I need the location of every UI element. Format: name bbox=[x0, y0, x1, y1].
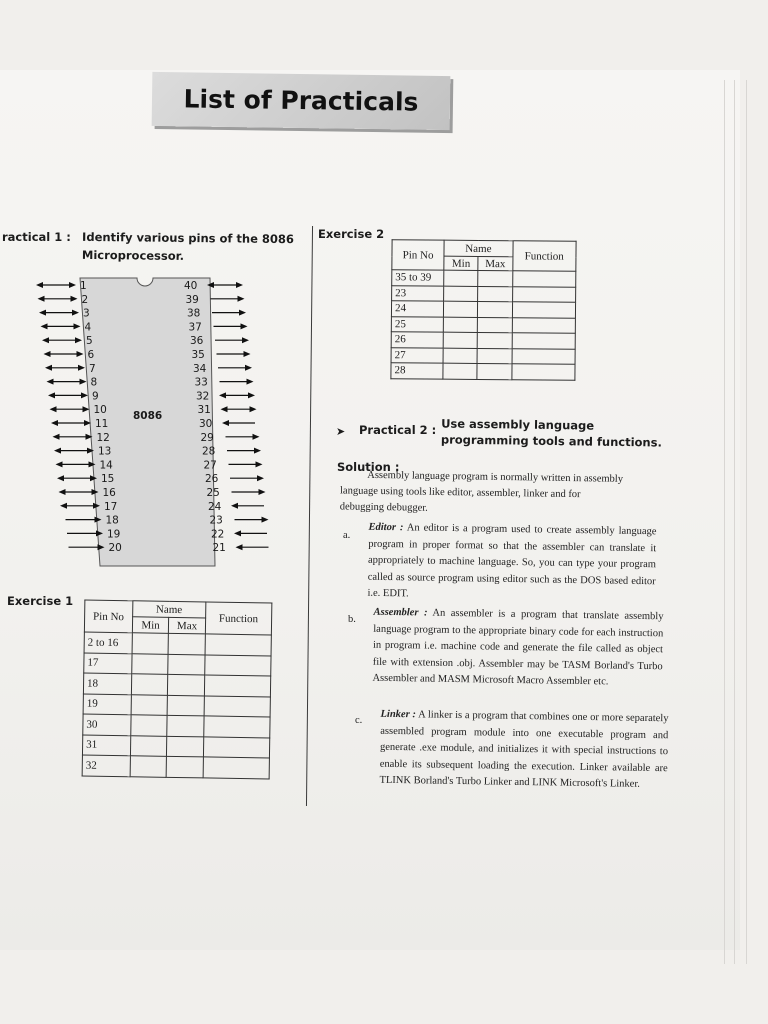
pin-no-cell: 35 to 39 bbox=[392, 270, 444, 286]
pin-number: 8 bbox=[90, 376, 98, 389]
empty-cell bbox=[512, 302, 576, 318]
arrow-head bbox=[44, 351, 51, 357]
pin-no-cell: 25 bbox=[391, 316, 443, 332]
pin-number: 35 bbox=[191, 349, 205, 361]
empty-cell bbox=[203, 757, 269, 779]
pin-number: 33 bbox=[194, 376, 208, 389]
table-row bbox=[84, 653, 271, 676]
empty-cell bbox=[477, 363, 511, 379]
pin-number: 7 bbox=[89, 362, 96, 375]
empty-cell bbox=[443, 332, 477, 348]
pin-number: 1 bbox=[80, 280, 87, 292]
pin-number: 39 bbox=[185, 293, 199, 306]
empty-cell bbox=[478, 301, 512, 317]
arrow-head bbox=[221, 406, 228, 412]
pin-number: 26 bbox=[205, 473, 219, 486]
pin-number: 29 bbox=[200, 431, 214, 444]
arrow-head bbox=[256, 461, 263, 467]
arrow-head bbox=[51, 420, 58, 426]
arrow-head bbox=[59, 489, 66, 495]
pin-number: 22 bbox=[211, 528, 225, 541]
pin-number: 38 bbox=[187, 307, 201, 320]
table-row bbox=[82, 735, 269, 758]
empty-cell bbox=[167, 736, 204, 757]
pin-number: 30 bbox=[199, 418, 213, 430]
arrow-head bbox=[247, 379, 254, 385]
arrow-head bbox=[81, 392, 88, 398]
empty-cell bbox=[168, 633, 205, 654]
empty-cell bbox=[511, 364, 575, 380]
empty-cell bbox=[131, 694, 168, 715]
empty-cell bbox=[131, 715, 168, 736]
empty-cell bbox=[478, 317, 512, 333]
header-pin-no: Pin No bbox=[84, 600, 132, 633]
table-row bbox=[83, 694, 270, 717]
pin-no-cell: 27 bbox=[391, 347, 443, 363]
arrow-head bbox=[72, 310, 79, 316]
empty-cell bbox=[443, 348, 477, 364]
arrow-head bbox=[77, 351, 84, 357]
empty-cell bbox=[477, 332, 511, 348]
pin-no-cell: 23 bbox=[392, 285, 444, 301]
arrow-head bbox=[36, 282, 43, 288]
empty-cell bbox=[167, 695, 204, 716]
arrow-head bbox=[244, 351, 251, 357]
item-term: Linker : bbox=[380, 708, 417, 721]
arrow-head bbox=[48, 392, 55, 398]
empty-cell bbox=[204, 716, 270, 738]
arrow-head bbox=[78, 365, 85, 371]
empty-cell bbox=[203, 736, 269, 758]
pin-number: 34 bbox=[193, 362, 207, 375]
table-row bbox=[391, 363, 575, 380]
arrow-head bbox=[47, 379, 54, 385]
empty-cell bbox=[444, 301, 478, 317]
pin-number: 31 bbox=[197, 404, 211, 417]
empty-cell bbox=[204, 675, 270, 697]
table-row bbox=[392, 270, 576, 287]
pin-number: 36 bbox=[190, 335, 204, 348]
practical1-label: ractical 1 : bbox=[2, 230, 71, 244]
chip-diagram bbox=[0, 0, 310, 590]
practical1-line1: Identify various pins of the 8086 bbox=[82, 229, 295, 247]
item-text: A linker is a program that combines one or more separately assembled program module into one executable program and generate .exe module, and initializes it with special instructions to enable its subsequent loading the execution. Linker available are TLINK Borland's Turbo Linker and LINK Microsoft's Linker. bbox=[379, 709, 669, 790]
empty-cell bbox=[443, 317, 477, 333]
pin-number: 11 bbox=[95, 418, 109, 430]
empty-cell bbox=[512, 317, 576, 333]
item-marker: c. bbox=[355, 715, 363, 726]
arrow-head bbox=[250, 406, 257, 412]
empty-cell bbox=[131, 674, 168, 695]
empty-cell bbox=[478, 270, 512, 286]
empty-cell bbox=[477, 348, 511, 364]
pin-number: 20 bbox=[108, 542, 122, 555]
table-row bbox=[84, 632, 271, 655]
empty-cell bbox=[444, 270, 478, 286]
header-max: Max bbox=[169, 617, 206, 634]
arrow-head bbox=[56, 461, 63, 467]
arrow-head bbox=[257, 475, 264, 481]
pin-no-cell: 26 bbox=[391, 332, 443, 348]
arrow-head bbox=[262, 517, 269, 523]
empty-cell bbox=[512, 333, 576, 349]
arrow-head bbox=[236, 544, 243, 550]
page-edge bbox=[734, 80, 735, 964]
pin-number: 9 bbox=[92, 390, 99, 403]
arrow-head bbox=[54, 448, 61, 454]
pin-number: 13 bbox=[98, 445, 112, 458]
arrow-head bbox=[60, 503, 67, 509]
pin-number: 6 bbox=[87, 349, 95, 361]
pin-no-cell: 31 bbox=[82, 735, 130, 756]
pin-number: 18 bbox=[105, 514, 119, 527]
pin-no-cell: 28 bbox=[391, 363, 443, 379]
empty-cell bbox=[204, 695, 270, 717]
empty-cell bbox=[132, 653, 169, 674]
arrow-head bbox=[241, 323, 248, 329]
arrow-head bbox=[39, 310, 46, 316]
header-pin-no: Pin No bbox=[392, 240, 444, 270]
pin-number: 4 bbox=[84, 321, 92, 334]
arrow-head bbox=[253, 434, 260, 440]
arrow-head bbox=[38, 296, 45, 302]
pin-number: 12 bbox=[96, 431, 110, 444]
header-max: Max bbox=[478, 256, 512, 270]
pin-number: 40 bbox=[184, 280, 198, 292]
arrow-head bbox=[239, 310, 246, 316]
empty-cell bbox=[168, 654, 205, 675]
table-row bbox=[391, 332, 575, 349]
header-function: Function bbox=[205, 602, 272, 635]
linker-paragraph bbox=[379, 707, 668, 794]
table-row bbox=[83, 673, 270, 696]
practical1-line2: Microprocessor. bbox=[81, 247, 185, 263]
pin-no-cell: 19 bbox=[83, 694, 131, 715]
empty-cell bbox=[130, 735, 167, 756]
exercise1-table bbox=[82, 600, 273, 779]
table-row bbox=[391, 301, 575, 318]
header-min: Min bbox=[444, 256, 478, 270]
pin-no-cell: 32 bbox=[82, 755, 130, 776]
arrow-head bbox=[50, 406, 57, 412]
empty-cell bbox=[168, 674, 205, 695]
pin-no-cell: 18 bbox=[83, 673, 131, 694]
practical2-arrow-icon: ➤ bbox=[336, 425, 346, 438]
empty-cell bbox=[205, 634, 271, 656]
arrow-head bbox=[259, 489, 266, 495]
exercise2-table bbox=[390, 239, 576, 380]
editor-paragraph bbox=[367, 520, 656, 607]
table-row bbox=[83, 714, 270, 737]
pin-number: 27 bbox=[203, 459, 217, 472]
intro-line2: language using tools like editor, assembler, linker and for bbox=[339, 485, 581, 501]
arrow-head bbox=[45, 365, 52, 371]
arrow-head bbox=[245, 365, 252, 371]
pin-number: 14 bbox=[99, 459, 113, 472]
arrow-head bbox=[71, 296, 78, 302]
empty-cell bbox=[167, 715, 204, 736]
empty-cell bbox=[444, 286, 478, 302]
arrow-head bbox=[234, 530, 241, 536]
page-edge bbox=[746, 80, 747, 964]
pin-number: 3 bbox=[83, 307, 90, 320]
pin-number: 19 bbox=[107, 528, 121, 541]
header-min: Min bbox=[132, 617, 169, 634]
empty-cell bbox=[512, 348, 576, 364]
empty-cell bbox=[132, 633, 169, 654]
empty-cell bbox=[205, 654, 271, 676]
arrow-head bbox=[69, 282, 76, 288]
arrow-head bbox=[242, 337, 249, 343]
page-title: List of Practicals bbox=[183, 84, 419, 117]
empty-cell bbox=[443, 363, 477, 379]
pin-number: 25 bbox=[206, 487, 220, 499]
pin-number: 24 bbox=[208, 500, 222, 513]
arrow-head bbox=[83, 406, 90, 412]
exercise1-heading: Exercise 1 bbox=[7, 594, 74, 608]
intro-line1: Assembly language program is normally written in assembly bbox=[367, 469, 624, 485]
empty-cell bbox=[130, 756, 167, 777]
arrow-head bbox=[238, 296, 245, 302]
arrow-head bbox=[42, 337, 49, 343]
table-row bbox=[82, 755, 269, 778]
solution-intro bbox=[340, 467, 671, 520]
header-name: Name bbox=[444, 240, 513, 257]
empty-cell bbox=[166, 756, 203, 777]
chip-label: 8086 bbox=[133, 410, 163, 422]
practical2-line1: Use assembly language bbox=[441, 416, 595, 433]
practical2-label: Practical 2 : bbox=[359, 423, 437, 437]
pin-number: 28 bbox=[202, 445, 216, 458]
pin-number: 5 bbox=[86, 335, 93, 348]
pin-number: 21 bbox=[212, 542, 226, 555]
pin-no-cell: 30 bbox=[83, 714, 131, 735]
item-text: An editor is a program used to create assembly language program in proper format so that the assembler can translate it appropriately to machine language. So, you can type your program called as source program using editor such as the DOS based editor i.e. EDIT. bbox=[367, 522, 657, 600]
pin-number: 32 bbox=[196, 390, 210, 403]
pin-number: 37 bbox=[188, 321, 202, 334]
arrow-head bbox=[236, 282, 243, 288]
practical2-line2: programming tools and functions. bbox=[440, 432, 662, 450]
exercise2-heading: Exercise 2 bbox=[318, 227, 385, 241]
item-text: An assembler is a program that translate assembly language program to the appropriate binary code for each instruction in program i.e. machine code and generate the file called as object file with extension .obj. Assembler may be TASM Borland's Turbo Assembler and MASM Microsoft Macro Assembler etc. bbox=[372, 607, 664, 688]
arrow-head bbox=[74, 323, 81, 329]
arrow-head bbox=[41, 323, 48, 329]
empty-cell bbox=[512, 286, 576, 302]
assembler-paragraph bbox=[372, 605, 663, 692]
table-row bbox=[391, 316, 575, 333]
arrow-head bbox=[53, 434, 60, 440]
intro-line3: debugging debugger. bbox=[339, 501, 428, 514]
arrow-head bbox=[231, 503, 238, 509]
pin-number: 10 bbox=[93, 404, 107, 417]
practical2-text bbox=[441, 416, 662, 449]
table-row bbox=[391, 347, 575, 364]
item-term: Editor : bbox=[368, 521, 404, 534]
pin-number: 17 bbox=[104, 500, 118, 513]
arrow-head bbox=[80, 379, 87, 385]
arrow-head bbox=[219, 392, 226, 398]
item-marker: a. bbox=[343, 530, 351, 541]
pin-no-cell: 17 bbox=[84, 653, 132, 674]
pin-no-cell: 24 bbox=[391, 301, 443, 317]
pin-no-cell: 2 to 16 bbox=[84, 632, 132, 653]
arrow-head bbox=[254, 448, 261, 454]
empty-cell bbox=[478, 286, 512, 302]
pin-number: 23 bbox=[209, 514, 223, 527]
pin-number: 16 bbox=[102, 487, 116, 499]
item-term: Assembler : bbox=[373, 606, 428, 619]
arrow-head bbox=[75, 337, 82, 343]
item-marker: b. bbox=[348, 614, 356, 625]
pin-number: 15 bbox=[101, 473, 115, 486]
arrow-head bbox=[57, 475, 64, 481]
solution-heading: Solution : bbox=[337, 460, 400, 474]
empty-cell bbox=[512, 271, 576, 287]
header-function: Function bbox=[512, 241, 576, 272]
arrow-head bbox=[222, 420, 229, 426]
arrow-head bbox=[248, 392, 255, 398]
pin-number: 2 bbox=[81, 293, 89, 306]
header-name: Name bbox=[132, 601, 205, 618]
page-edge bbox=[724, 80, 725, 964]
table-row bbox=[392, 285, 576, 302]
